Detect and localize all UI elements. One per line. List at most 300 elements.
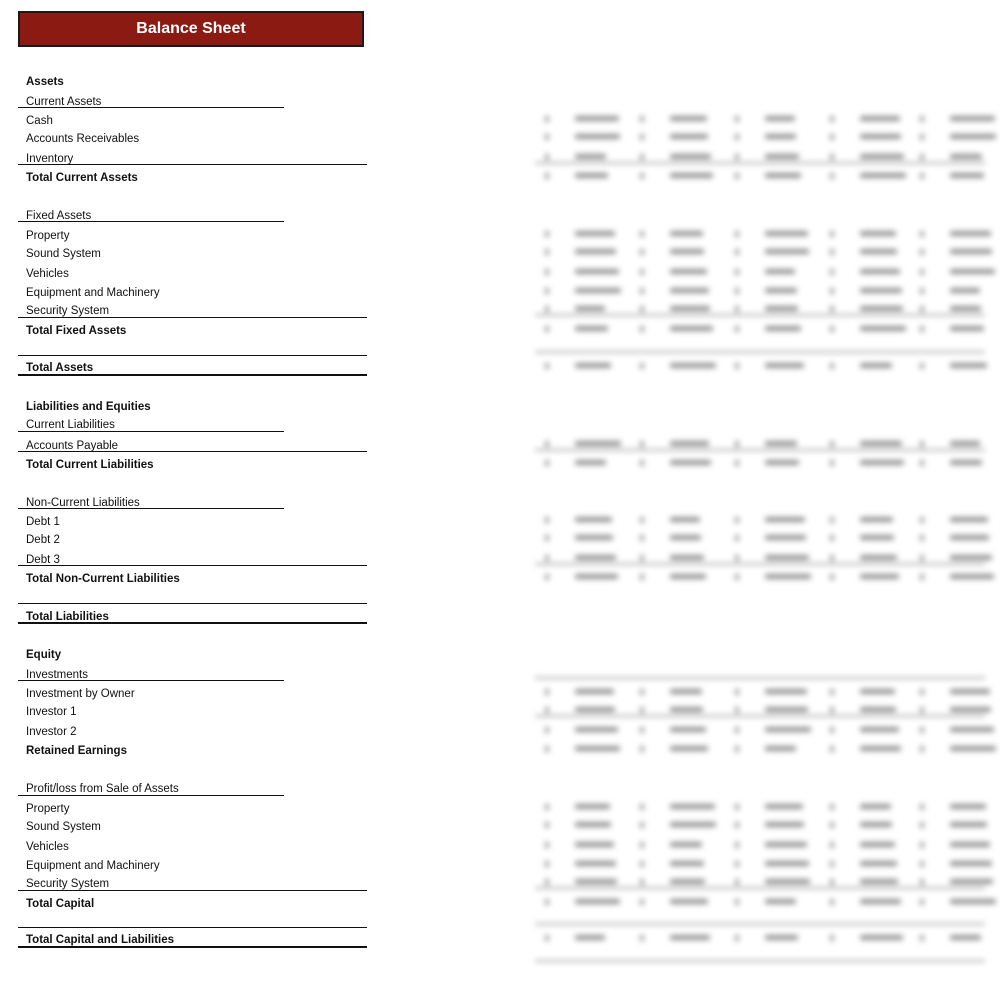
blurred-value-cell (575, 326, 608, 331)
blurred-currency-mark (640, 861, 644, 867)
blurred-value-cell (670, 173, 713, 178)
blurred-value-cell (860, 535, 894, 540)
blurred-value-cell (670, 727, 706, 732)
blurred-value-cell (575, 173, 608, 178)
blurred-currency-mark (735, 707, 739, 713)
blurred-currency-mark (640, 269, 644, 275)
blurred-value-cell (950, 861, 992, 866)
blurred-currency-mark (545, 326, 549, 332)
blurred-currency-mark (545, 935, 549, 941)
blurred-value-cell (860, 173, 906, 178)
blurred-value-cell (765, 746, 796, 751)
blurred-currency-mark (830, 116, 834, 122)
blurred-currency-mark (920, 746, 924, 752)
blurred-value-cell (950, 535, 989, 540)
blurred-value-cell (670, 842, 702, 847)
profit-loss-label: Profit/loss from Sale of Assets (26, 783, 179, 795)
blurred-currency-mark (735, 173, 739, 179)
blurred-value-cell (765, 173, 801, 178)
blurred-value-row (535, 859, 985, 869)
blurred-currency-mark (545, 804, 549, 810)
blurred-currency-mark (735, 535, 739, 541)
blurred-value-cell (670, 574, 706, 579)
blurred-value-cell (575, 441, 621, 446)
blurred-value-cell (860, 269, 900, 274)
blurred-value-row (535, 744, 985, 754)
blurred-currency-mark (640, 707, 644, 713)
blurred-value-cell (670, 535, 701, 540)
blurred-value-cell (670, 269, 707, 274)
blurred-currency-mark (640, 173, 644, 179)
blurred-currency-mark (830, 288, 834, 294)
blurred-currency-mark (545, 746, 549, 752)
blurred-currency-mark (640, 574, 644, 580)
blurred-currency-mark (640, 306, 644, 312)
current-assets-label: Current Assets (26, 96, 102, 108)
blurred-value-cell (670, 555, 704, 560)
blurred-currency-mark (735, 517, 739, 523)
blurred-value-cell (765, 804, 803, 809)
blurred-currency-mark (735, 269, 739, 275)
blurred-currency-mark (735, 727, 739, 733)
blurred-value-row (535, 229, 985, 239)
blurred-currency-mark (640, 288, 644, 294)
blurred-currency-mark (920, 899, 924, 905)
blurred-currency-mark (830, 746, 834, 752)
blurred-value-cell (950, 822, 987, 827)
blurred-currency-mark (920, 842, 924, 848)
blurred-value-cell (950, 899, 996, 904)
blurred-value-row (535, 361, 985, 371)
blurred-currency-mark (735, 861, 739, 867)
blurred-currency-mark (545, 899, 549, 905)
blurred-currency-mark (735, 899, 739, 905)
balance-sheet-title-bar (18, 11, 364, 47)
blurred-currency-mark (640, 746, 644, 752)
blurred-currency-mark (735, 134, 739, 140)
blurred-currency-mark (830, 689, 834, 695)
blurred-value-cell (765, 306, 798, 311)
assets-heading: Assets (26, 76, 64, 88)
debt3-underline (18, 565, 367, 566)
blurred-value-cell (950, 746, 996, 751)
blurred-value-cell (860, 441, 902, 446)
debt2-label: Debt 2 (26, 534, 60, 546)
blurred-currency-mark (640, 689, 644, 695)
blurred-value-row (535, 304, 985, 314)
blurred-value-row (535, 267, 985, 277)
blurred-currency-mark (920, 441, 924, 447)
blurred-value-cell (950, 306, 981, 311)
blurred-value-cell (860, 288, 902, 293)
blurred-currency-mark (735, 460, 739, 466)
blurred-value-cell (670, 879, 705, 884)
blurred-currency-mark (640, 154, 644, 160)
blurred-value-cell (575, 879, 617, 884)
blurred-value-cell (950, 173, 984, 178)
blurred-currency-mark (920, 574, 924, 580)
blurred-currency-mark (830, 804, 834, 810)
blurred-value-cell (950, 154, 982, 159)
blurred-rule (535, 715, 985, 717)
blurred-value-row (535, 897, 985, 907)
blurred-currency-mark (640, 804, 644, 810)
security2-label: Security System (26, 878, 110, 890)
blurred-value-cell (860, 822, 892, 827)
blurred-currency-mark (735, 804, 739, 810)
blurred-value-row (535, 933, 985, 943)
blurred-currency-mark (545, 707, 549, 713)
blurred-currency-mark (920, 555, 924, 561)
total-capital-liabilities-underline (18, 946, 367, 948)
blurred-value-row (535, 820, 985, 830)
blurred-value-cell (575, 249, 616, 254)
blurred-value-cell (950, 288, 980, 293)
blurred-currency-mark (545, 269, 549, 275)
vehicles-label: Vehicles (26, 268, 69, 280)
blurred-value-cell (860, 555, 897, 560)
blurred-value-cell (765, 517, 805, 522)
blurred-value-cell (670, 460, 711, 465)
blurred-value-cell (950, 727, 994, 732)
liabilities-equities-heading: Liabilities and Equities (26, 401, 151, 413)
blurred-value-cell (575, 154, 606, 159)
blurred-value-cell (950, 842, 990, 847)
blurred-currency-mark (830, 574, 834, 580)
blurred-value-cell (765, 116, 795, 121)
blurred-currency-mark (830, 935, 834, 941)
blurred-value-cell (950, 269, 995, 274)
equity-heading: Equity (26, 649, 62, 661)
blurred-value-cell (575, 574, 618, 579)
blurred-value-row (535, 324, 985, 334)
blurred-value-cell (765, 460, 799, 465)
blurred-value-cell (670, 707, 703, 712)
blurred-value-cell (575, 861, 616, 866)
property-label: Property (26, 230, 70, 242)
blurred-currency-mark (735, 363, 739, 369)
blurred-value-row (535, 171, 985, 181)
blurred-value-cell (765, 441, 797, 446)
blurred-value-cell (670, 804, 715, 809)
blurred-currency-mark (920, 134, 924, 140)
investment-owner-label: Investment by Owner (26, 688, 135, 700)
blurred-rule (535, 563, 985, 565)
blurred-value-cell (765, 822, 804, 827)
blurred-value-cell (575, 822, 611, 827)
investor1-label: Investor 1 (26, 706, 77, 718)
blurred-value-cell (950, 441, 980, 446)
blurred-currency-mark (830, 173, 834, 179)
blurred-value-cell (670, 935, 710, 940)
blurred-value-cell (950, 574, 994, 579)
blurred-value-cell (765, 842, 807, 847)
fixed-assets-label: Fixed Assets (26, 210, 92, 222)
blurred-currency-mark (735, 306, 739, 312)
blurred-values-area (535, 100, 1000, 1000)
blurred-currency-mark (545, 842, 549, 848)
blurred-currency-mark (640, 326, 644, 332)
security2-underline (18, 890, 367, 891)
blurred-currency-mark (640, 134, 644, 140)
blurred-value-cell (670, 288, 709, 293)
blurred-value-cell (575, 935, 605, 940)
total-fixed-assets-label: Total Fixed Assets (26, 325, 127, 337)
blurred-currency-mark (735, 231, 739, 237)
blurred-value-row (535, 533, 985, 543)
blurred-value-cell (950, 326, 984, 331)
blurred-currency-mark (640, 727, 644, 733)
blurred-currency-mark (830, 249, 834, 255)
blurred-currency-mark (545, 306, 549, 312)
blurred-currency-mark (830, 460, 834, 466)
blurred-value-cell (860, 306, 903, 311)
blurred-value-cell (670, 134, 708, 139)
blurred-value-cell (575, 535, 613, 540)
blurred-currency-mark (545, 288, 549, 294)
blurred-value-cell (765, 727, 811, 732)
blurred-currency-mark (545, 555, 549, 561)
blurred-value-cell (950, 707, 991, 712)
blurred-value-cell (575, 306, 605, 311)
blurred-currency-mark (545, 231, 549, 237)
blurred-currency-mark (830, 727, 834, 733)
blurred-currency-mark (640, 249, 644, 255)
total-capital-liabilities-label: Total Capital and Liabilities (26, 934, 175, 946)
blurred-currency-mark (830, 535, 834, 541)
investor2-label: Investor 2 (26, 726, 77, 738)
blurred-value-cell (860, 804, 891, 809)
blurred-value-cell (575, 804, 610, 809)
blurred-value-cell (860, 861, 897, 866)
blurred-currency-mark (545, 822, 549, 828)
blurred-value-cell (860, 689, 895, 694)
blurred-currency-mark (545, 879, 549, 885)
blurred-value-cell (860, 707, 896, 712)
blurred-value-cell (860, 842, 895, 847)
blurred-currency-mark (735, 555, 739, 561)
blurred-value-cell (765, 535, 806, 540)
blurred-value-row (535, 515, 985, 525)
blurred-currency-mark (735, 822, 739, 828)
blurred-currency-mark (830, 842, 834, 848)
debt3-label: Debt 3 (26, 554, 60, 566)
blurred-currency-mark (640, 116, 644, 122)
blurred-currency-mark (920, 116, 924, 122)
blurred-value-cell (575, 269, 619, 274)
blurred-value-cell (860, 899, 901, 904)
blurred-value-cell (575, 363, 611, 368)
blurred-value-cell (575, 555, 616, 560)
blurred-value-row (535, 687, 985, 697)
blurred-value-cell (575, 288, 621, 293)
blurred-currency-mark (640, 555, 644, 561)
blurred-currency-mark (640, 935, 644, 941)
blurred-currency-mark (830, 154, 834, 160)
blurred-currency-mark (640, 231, 644, 237)
blurred-value-cell (860, 935, 903, 940)
blurred-value-row (535, 705, 985, 715)
blurred-currency-mark (920, 249, 924, 255)
retained-earnings-label: Retained Earnings (26, 745, 127, 757)
blurred-value-cell (765, 574, 811, 579)
blurred-value-cell (670, 306, 710, 311)
blurred-value-cell (860, 363, 892, 368)
blurred-value-cell (765, 935, 798, 940)
total-current-liabilities-label: Total Current Liabilities (26, 459, 154, 471)
blurred-value-cell (765, 249, 809, 254)
total-current-assets-label: Total Current Assets (26, 172, 138, 184)
blurred-value-cell (950, 460, 982, 465)
blurred-value-row (535, 802, 985, 812)
blurred-value-cell (575, 727, 618, 732)
blurred-currency-mark (920, 935, 924, 941)
blurred-currency-mark (920, 269, 924, 275)
investments-underline (18, 680, 284, 681)
blurred-value-cell (765, 899, 796, 904)
blurred-value-cell (670, 822, 716, 827)
blurred-value-cell (670, 517, 700, 522)
blurred-currency-mark (545, 363, 549, 369)
blurred-value-cell (575, 689, 614, 694)
blurred-value-row (535, 458, 985, 468)
blurred-rule (535, 960, 985, 962)
vehicles2-label: Vehicles (26, 841, 69, 853)
blurred-value-cell (765, 363, 804, 368)
blurred-value-cell (670, 116, 707, 121)
blurred-value-cell (765, 134, 796, 139)
blurred-currency-mark (920, 689, 924, 695)
blurred-currency-mark (545, 154, 549, 160)
page-title: Balance Sheet (136, 20, 246, 37)
blurred-currency-mark (735, 689, 739, 695)
profit-loss-underline (18, 795, 284, 796)
blurred-currency-mark (830, 269, 834, 275)
blurred-value-cell (765, 879, 810, 884)
blurred-currency-mark (735, 441, 739, 447)
blurred-value-cell (950, 517, 988, 522)
blurred-currency-mark (920, 879, 924, 885)
blurred-value-cell (670, 154, 711, 159)
blurred-currency-mark (545, 116, 549, 122)
blurred-currency-mark (545, 517, 549, 523)
blurred-value-row (535, 132, 985, 142)
blurred-currency-mark (920, 173, 924, 179)
blurred-currency-mark (735, 879, 739, 885)
blurred-currency-mark (640, 517, 644, 523)
total-liabilities-label: Total Liabilities (26, 611, 109, 623)
total-liabilities-underline (18, 622, 367, 624)
blurred-currency-mark (640, 879, 644, 885)
blurred-value-cell (950, 689, 990, 694)
security-underline (18, 317, 367, 318)
blurred-value-cell (860, 746, 901, 751)
equipment-label: Equipment and Machinery (26, 287, 160, 299)
blurred-currency-mark (545, 689, 549, 695)
blurred-currency-mark (920, 517, 924, 523)
blurred-rule (535, 677, 985, 679)
blurred-currency-mark (830, 861, 834, 867)
blurred-value-cell (575, 460, 606, 465)
non-current-liabilities-underline (18, 508, 284, 509)
blurred-value-cell (950, 935, 981, 940)
blurred-value-cell (670, 441, 709, 446)
blurred-value-cell (860, 460, 904, 465)
blurred-currency-mark (640, 842, 644, 848)
debt1-label: Debt 1 (26, 516, 60, 528)
blurred-currency-mark (545, 460, 549, 466)
blurred-value-cell (860, 574, 899, 579)
blurred-currency-mark (735, 116, 739, 122)
total-liabilities-topline (18, 603, 367, 604)
blurred-value-cell (765, 269, 795, 274)
blurred-currency-mark (920, 460, 924, 466)
blurred-value-cell (670, 899, 708, 904)
blurred-currency-mark (830, 441, 834, 447)
blurred-currency-mark (830, 555, 834, 561)
blurred-currency-mark (830, 517, 834, 523)
blurred-currency-mark (830, 231, 834, 237)
blurred-currency-mark (830, 363, 834, 369)
blurred-currency-mark (735, 154, 739, 160)
accounts-receivables-label: Accounts Receivables (26, 133, 140, 145)
blurred-value-cell (860, 879, 898, 884)
fixed-assets-underline (18, 221, 284, 222)
blurred-value-row (535, 840, 985, 850)
blurred-value-cell (765, 861, 809, 866)
blurred-value-cell (765, 326, 801, 331)
blurred-value-cell (765, 689, 807, 694)
sound-system-label: Sound System (26, 248, 101, 260)
blurred-value-cell (765, 231, 808, 236)
blurred-value-cell (765, 555, 809, 560)
blurred-currency-mark (735, 326, 739, 332)
blurred-rule (535, 162, 985, 164)
blurred-currency-mark (830, 134, 834, 140)
blurred-value-cell (950, 804, 986, 809)
blurred-value-cell (860, 231, 896, 236)
blurred-value-cell (950, 116, 995, 121)
total-capital-label: Total Capital (26, 898, 95, 910)
total-assets-underline (18, 374, 367, 376)
current-liabilities-underline (18, 431, 284, 432)
total-capital-liabilities-topline (18, 927, 367, 928)
current-liabilities-label: Current Liabilities (26, 419, 115, 431)
blurred-value-cell (950, 134, 996, 139)
blurred-currency-mark (545, 861, 549, 867)
blurred-currency-mark (920, 707, 924, 713)
blurred-value-row (535, 114, 985, 124)
blurred-value-row (535, 553, 985, 563)
blurred-currency-mark (735, 935, 739, 941)
blurred-currency-mark (545, 173, 549, 179)
blurred-currency-mark (920, 154, 924, 160)
blurred-currency-mark (545, 249, 549, 255)
non-current-liabilities-label: Non-Current Liabilities (26, 497, 140, 509)
blurred-currency-mark (545, 535, 549, 541)
blurred-currency-mark (920, 804, 924, 810)
blurred-value-cell (575, 134, 620, 139)
blurred-value-cell (950, 555, 992, 560)
blurred-rule (535, 314, 985, 316)
inventory-underline (18, 164, 367, 165)
blurred-value-cell (670, 861, 704, 866)
blurred-currency-mark (920, 535, 924, 541)
blurred-value-cell (575, 899, 620, 904)
blurred-currency-mark (920, 822, 924, 828)
current-assets-underline (18, 107, 284, 108)
blurred-currency-mark (920, 231, 924, 237)
